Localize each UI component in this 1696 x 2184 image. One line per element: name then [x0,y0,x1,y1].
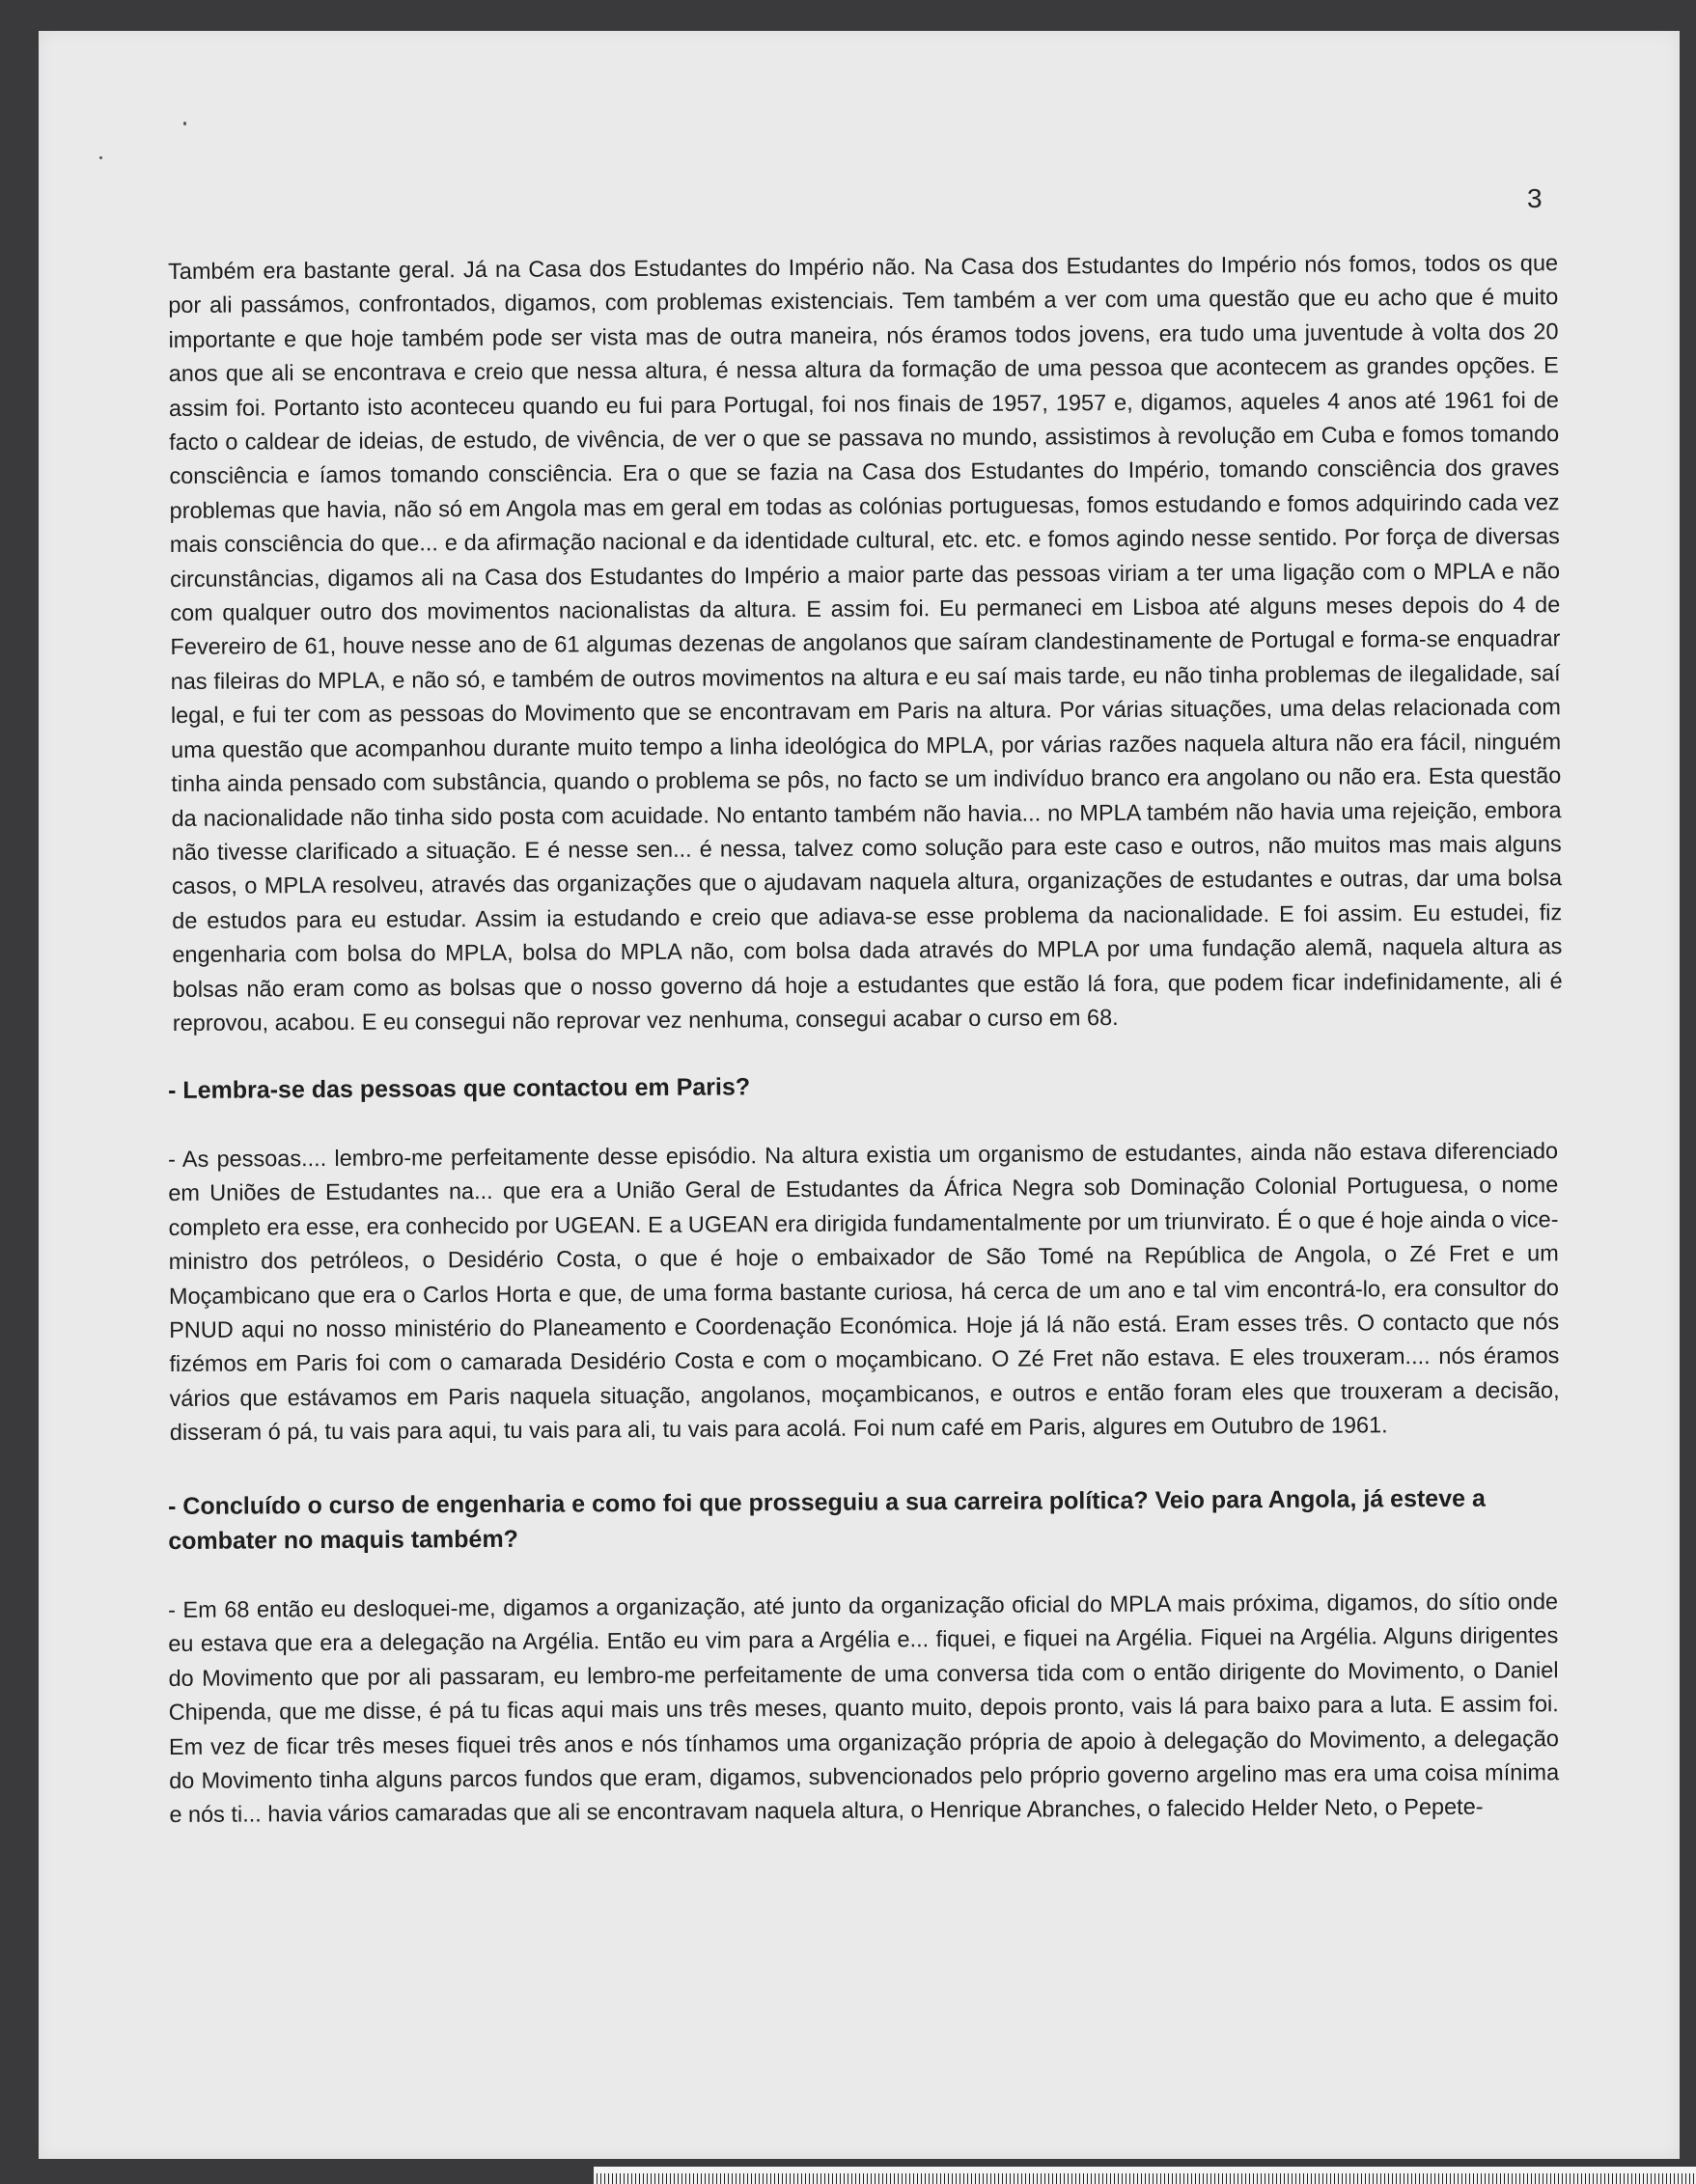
question-heading-1: - Lembra-se das pessoas que contactou em Paris? [168,1073,751,1105]
paragraph-answer-2: - As pessoas.... lembro-me perfeitamente desse episódio. Na altura existia um organismo de estudantes, ainda não estava diferenciado em Uniões de Estudantes na... que era a União Geral de Estudantes da África Negra sob Dominação Colonial Portuguesa, o nome completo era esse, era conhecido por UGEAN. E a UGEAN era dirigida fundamentalmente por um triunvirato. É o que é hoje ainda o vice-ministro dos petróleos, o Desidério Costa, o que é hoje o embaixador de São Tomé na República de Angola, o Zé Fret e um Moçambicano que era o Carlos Horta e que, de uma forma bastante curiosa, há cerca de um ano e tal vim encontrá-lo, era consultor do PNUD aqui no nosso ministério do Planeamento e Coordenação Económica. Hoje já lá não está. Eram esses três. O contacto que nós fizémos em Paris foi com o camarada Desidério Costa e com o moçambicano. O Zé Fret não estava. E eles trouxeram.... nós éramos vários que estávamos em Paris naquela situação, angolanos, moçambicanos, e outros e então foram eles que trouxeram a decisão, disseram ó pá, tu vais para aqui, tu vais para ali, tu vais para acolá. Foi num café em Paris, algures em Outubro de 1961. [168,1138,1560,1446]
page-number: 3 [1527,183,1543,213]
paragraph-answer-1: Também era bastante geral. Já na Casa dos Estudantes do Império não. Na Casa dos Estudantes do Império nós fomos, todos os que por ali passámos, confrontados, digamos, com problemas existenciais. Tem também a ver com uma questão que eu acho que é muito importante e que hoje também pode ser vista mas de outra maneira, nós éramos todos jovens, era tudo uma juventude à volta dos 20 anos que ali se encontrava e creio que nessa altura, é nessa altura da formação de uma pessoa que acontecem as grandes opções. E assim foi. Portanto isto aconteceu quando eu fui para Portugal, foi nos finais de 1957, 1957 e, digamos, aqueles 4 anos até 1961 foi de facto o caldear de ideias, de estudo, de vivência, de ver o que se passava no mundo, assistimos à revolução em Cuba e fomos tomando consciência e íamos tomando consciência. Era o que se fazia na Casa dos Estudantes do Império, tomando consciência dos graves problemas que havia, não só em Angola mas em geral em todas as colónias portuguesas, fomos estudando e fomos adquirindo cada vez mais consciência do que... e da afirmação nacional e da identidade cultural, etc. etc. e fomos agindo nesse sentido. Por força de diversas circunstâncias, digamos ali na Casa dos Estudantes do Império a maior parte das pessoas viriam a ter uma ligação com o MPLA e não com qualquer outro dos movimentos nacionalistas da altura. E assim foi. Eu permaneci em Lisboa até alguns meses depois do 4 de Fevereiro de 61, houve nesse ano de 61 algumas dezenas de angolanos que saíram clandestinamente de Portugal e forma-se enquadrar nas fileiras do MPLA, e não só, e também de outros movimentos na altura e eu saí mais tarde, eu não tinha problemas de ilegalidade, saí legal, e fui ter com as pessoas do Movimento que se encontravam em Paris na altura. Por várias situações, uma delas relacionada com uma questão que acompanhou durante muito tempo a linha ideológica do MPLA, por várias razões naquela altura não era fácil, ninguém tinha ainda pensado com substância, quando o problema se pôs, no facto se um indivíduo branco era angolano ou não era. Esta questão da nacionalidade não tinha sido posta com acuidade. No entanto também não havia... no MPLA também não havia uma rejeição, embora não tivesse clarificado a situação. E é nesse sen... é nessa, talvez como solução para este caso e outros, não muitos mas mais alguns casos, o MPLA resolveu, através das organizações que o ajudavam naquela altura, organizações de estudantes e outras, dar uma bolsa de estudos para eu estudar. Assim ia estudando e creio que adiava-se esse problema da nacionalidade. E foi assim. Eu estudei, fiz engenharia com bolsa do MPLA, bolsa do MPLA não, com bolsa dada através do MPLA por uma fundação alemã, naquela altura as bolsas não eram como as bolsas que o nosso governo dá hoje a estudantes que estão lá fora, que podem ficar indefinidamente, ali é reprovou, acabou. E eu consegui não reprovar vez nenhuma, consegui acabar o curso em 68. [168,250,1563,1036]
scan-ruler-band [594,2167,1696,2173]
scan-speck [99,156,102,159]
paragraph-answer-3: - Em 68 então eu desloquei-me, digamos a organização, até junto da organização oficial do MPLA mais próxima, digamos, do sítio onde eu estava que era a delegação na Argélia. Então eu vim para a Argélia e... fiquei, e fiquei na Argélia. Fiquei na Argélia. Alguns dirigentes do Movimento que por ali passaram, eu lembro-me perfeitamente de uma conversa tida com o então dirigente do Movimento, o Daniel Chipenda, que me disse, é pá tu ficas aqui mais uns três meses, quanto muito, depois pronto, vais lá para baixo para a luta. E assim foi. Em vez de ficar três meses fiquei três anos e nós tínhamos uma organização própria de apoio à delegação do Movimento, a delegação do Movimento tinha alguns parcos fundos que eram, digamos, subvencionados pelo próprio governo argelino mas era uma coisa mínima e nós ti... havia vários camaradas que ali se encontravam naquela altura, o Henrique Abranches, o falecido Helder Neto, o Pepete- [168,1589,1560,1828]
scan-speck [183,122,186,125]
question-heading-2: - Concluído o curso de engenharia e como foi que prosseguiu a sua carreira política? Veio para Angola, já esteve a combater no maquis também? [168,1484,1486,1555]
document-body [168,250,1563,1833]
